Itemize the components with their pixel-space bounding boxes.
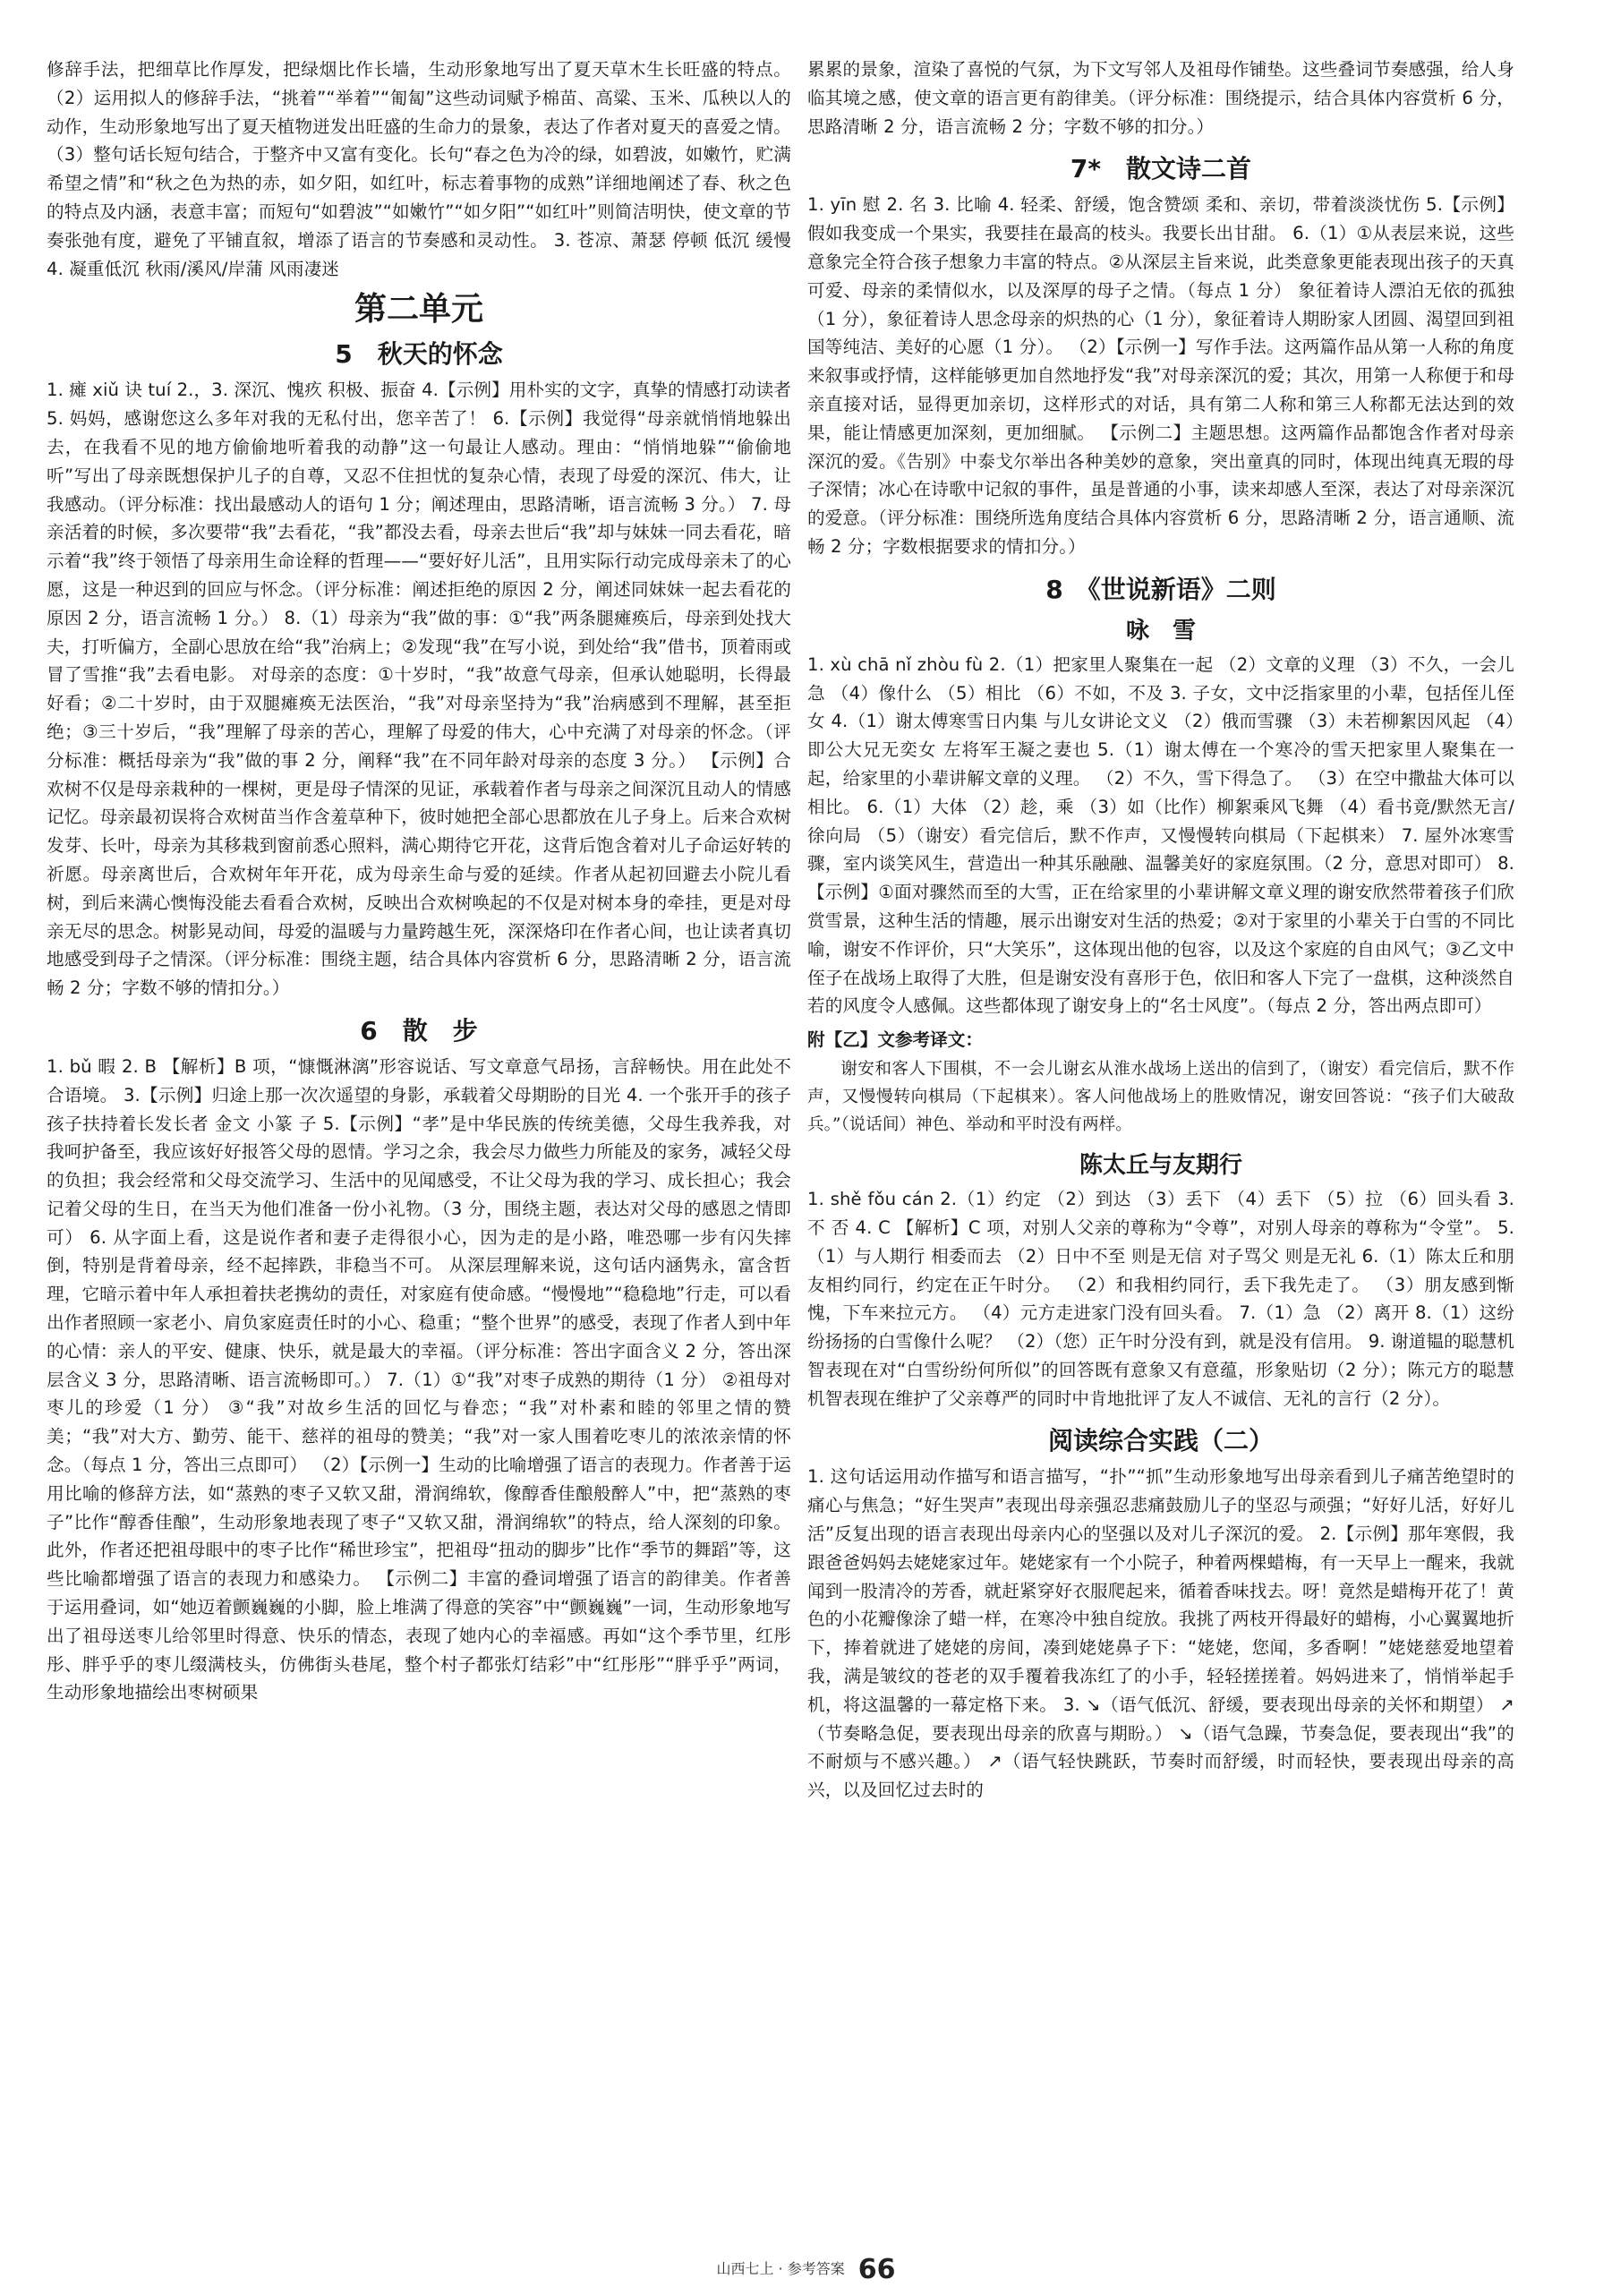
appendix-heading: 附【乙】文参考译文： bbox=[807, 1029, 983, 1051]
page-number: 66 bbox=[857, 2254, 896, 2285]
lesson4-answers-end: 修辞手法，把细草比作厚发，把绿烟比作长墙，生动形象地写出了夏天草木生长旺盛的特点。（2）运用拟人的修辞手法，“挑着”“举着”“匍匐”这些动词赋予棉苗、高粱、玉米、瓜秧以人的动作，生动形象地写出了夏天植物迸发出旺盛的生命力的景象，表达了作者对夏天的喜爱之情。（3）整句话长短句结合，于整齐中又富有变化。长句“春之色为冷的绿，如碧波，如嫩竹，贮满希望之情”和“秋之色为热的赤，如夕阳，如红叶，标志着事物的成熟”详细地阐述了春、秋之色的特点及内涵，表意丰富；而短句“如碧波”“如嫩竹”“如夕阳”“如红叶”则简洁明快，使文章的节奏张弛有度，避免了平铺直叙，增添了语言的节奏感和灵动性。 3. 苍凉、萧瑟 停顿 低沉 缓慢 4. 凝重低沉 秋雨/溪风/岸蒲 风雨凄迷 bbox=[47, 59, 791, 279]
lesson7-title: 7* 散文诗二首 bbox=[1070, 154, 1252, 184]
lesson5-title: 5 秋天的怀念 bbox=[335, 339, 503, 370]
left-column bbox=[47, 55, 791, 1707]
appendix-translation: 谢安和客人下围棋，不一会儿谢玄从淮水战场上送出的信到了，（谢安）看完信后，默不作声，又慢慢转向棋局（下起棋来）。客人问他战场上的胜败情况，谢安回答说：“孩子们大破敌兵。”（说话间）神色、举动和平时没有两样。 bbox=[807, 1060, 1514, 1135]
yongxue-subtitle: 咏 雪 bbox=[1125, 617, 1196, 644]
lesson7-answers: 1. yīn 慰 2. 名 3. 比喻 4. 轻柔、舒缓，饱含赞颂 柔和、亲切，带着淡淡忧伤 5.【示例】假如我变成一个果实，我要挂在最高的枝头。我要长出甘甜。 6.（1）①从表层来说，这些意象完全符合孩子想象力丰富的特点。②从深层主旨来说，此类意象更能表现出孩子的天真可爱、母亲的柔情似水，以及深厚的母子之情。（每点 1 分） 象征着诗人漂泊无依的孤独（1 分），象征着诗人思念母亲的炽热的心（1 分），象征着诗人期盼家人团圆、渴望回到祖国等纯洁、美好的心愿（1 分）。 （2）【示例一】写作手法。这两篇作品从第一人称的角度来叙事或抒情，这样能够更加自然地抒发“我”对母亲深沉的爱；其次，用第一人称便于和母亲直接对话，显得更加亲切，这样形式的对话，具有第二人称和第三人称都无法达到的效果，能让情感更加深刻，更加细腻。 【示例二】主题思想。这两篇作品都饱含作者对母亲深沉的爱。《告别》中泰戈尔举出各种美妙的意象，突出童真的同时，体现出纯真无瑕的母子深情；冰心在诗歌中记叙的事件，虽是普通的小事，读来却感人至深，表达了对母亲深沉的爱意。（评分标准：围绕所选角度结合具体内容赏析 6 分，思路清晰 2 分，语言通顺、流畅 2 分；字数根据要求的情扣分。） bbox=[807, 194, 1514, 557]
footer-label: 山西七上 · 参考答案 bbox=[716, 2260, 845, 2277]
lesson6-answers-end: 累累的景象，渲染了喜悦的气氛，为下文写邻人及祖母作铺垫。这些叠词节奏感强，给人身临其境之感，使文章的语言更有韵律美。（评分标准：围绕提示，结合具体内容赏析 6 分，思路清晰 2 分，语言流畅 2 分；字数不够的扣分。） bbox=[807, 59, 1514, 137]
right-column bbox=[807, 55, 1514, 1805]
reading-practice-answers: 1. 这句话运用动作描写和语言描写，“扑”“抓”生动形象地写出母亲看到儿子痛苦绝望时的痛心与焦急；“好生哭声”表现出母亲强忍悲痛鼓励儿子的坚忍与顽强；“好好儿活，好好儿活”反复出现的语言表现出母亲内心的坚强以及对儿子深沉的爱。 2.【示例】那年寒假，我跟爸爸妈妈去姥姥家过年。姥姥家有一个小院子，种着两棵蜡梅，有一天早上一醒来，我就闻到一股清冷的芳香，就赶紧穿好衣服爬起来，循着香味找去。呀！竟然是蜡梅开花了！黄色的小花瓣像涂了蜡一样，在寒冷中独自绽放。我挑了两枝开得最好的蜡梅，小心翼翼地折下，捧着就进了姥姥的房间，凑到姥姥鼻子下：“姥姥，您闻，多香啊！”姥姥慈爱地望着我，满是皱纹的苍老的双手覆着我冻红了的小手，轻轻搓搓着。妈妈进来了，悄悄举起手机，将这温馨的一幕定格下来。 3. ↘（语气低沉、舒缓，要表现出母亲的关怀和期望） ↗（节奏略急促，要表现出母亲的欣喜与期盼。） ↘（语气急躁，节奏急促，要表现出“我”的不耐烦与不感兴趣。） ↗（语气轻快跳跃，节奏时而舒缓，时而轻快，要表现出母亲的高兴，以及回忆过去时的 bbox=[807, 1466, 1514, 1801]
yongxue-answers: 1. xù chā nǐ zhòu fù 2.（1）把家里人聚集在一起 （2）文章的义理 （3）不久，一会儿 急 （4）像什么 （5）相比 （6）不如，不及 3. 子女，文中泛指家里的小辈，包括侄儿侄女 4.（1）谢太傅寒雪日内集 与儿女讲论文义 （2）俄而雪骤 （3）未若柳絮因风起 （4）即公大兄无奕女 左将军王凝之妻也 5.（1）谢太傅在一个寒冷的雪天把家里人聚集在一起，给家里的小辈讲解文章的义理。 （2）不久，雪下得急了。 （3）在空中撒盐大体可以相比。 6.（1）大体 （2）趁，乘 （3）如（比作）柳絮乘风飞舞 （4）看书竟/默然无言/徐向局 （5）（谢安）看完信后，默不作声，又慢慢转向棋局（下起棋来） 7. 屋外冰寒雪骤，室内谈笑风生，营造出一种其乐融融、温馨美好的家庭氛围。（2 分，意思对即可） 8.【示例】①面对骤然而至的大雪，正在给家里的小辈讲解文章义理的谢安欣然带着孩子们欣赏雪景，这种生活的情趣，展示出谢安对生活的热爱；②对于家里的小辈关于白雪的不同比喻，谢安不作评价，只“大笑乐”，这体现出他的包容，以及这个家庭的自由风气；③乙文中侄子在战场上取得了大胜，但是谢安没有喜形于色，依旧和客人下完了一盘棋，这种淡然自若的风度令人感佩。这些都体现了谢安身上的“名士风度”。（每点 2 分，答出两点即可） bbox=[807, 653, 1514, 1017]
lesson6-title: 6 散 步 bbox=[360, 1015, 478, 1046]
page-footer bbox=[0, 2254, 1612, 2285]
chentaiqiu-answers: 1. shě fǒu cán 2.（1）约定 （2）到达 （3）丢下 （4）丢下 （5）拉 （6）回头看 3. 不 否 4. C 【解析】C 项，对别人父亲的尊称为“令尊”，对别人母亲的尊称为“令堂”。 5.（1）与人期行 相委而去 （2）日中不至 则是无信 对子骂父 则是无礼 6.（1）陈太丘和朋友相约同行，约定在正午时分。 （2）和我相约同行，丢下我先走了。 （3）朋友感到惭愧，下车来拉元方。 （4）元方走进家门没有回头看。 7.（1）急 （2）离开 8.（1）这纷纷扬扬的白雪像什么呢？ （2）（您）正午时分没有到，就是没有信用。 9. 谢道韫的聪慧机智表现在对“白雪纷纷何所似”的回答既有意象又有意蕴，形象贴切（2 分）；陈元方的聪慧机智表现在维护了父亲尊严的同时中肯地批评了友人不诚信、无礼的言行（2 分）。 bbox=[807, 1189, 1514, 1409]
lesson6-answers: 1. bǔ 暇 2. B 【解析】B 项，“慷慨淋漓”形容说话、写文章意气昂扬，言辞畅快。用在此处不合语境。 3.【示例】归途上那一次次遥望的身影，承载着父母期盼的目光 4. 一个张开手的孩子 孩子扶持着长发长者 金文 小篆 子 5.【示例】“孝”是中华民族的传统美德，父母生我养我，对我呵护备至，我应该好好报答父母的恩情。学习之余，我会尽力做些力所能及的家务，减轻父母的负担；我会经常和父母交流学习、生活中的见闻感受，不让父母为我的学习、成长担心；我会记着父母的生日，在当天为他们准备一份小礼物。（3 分，围绕主题，表达对父母的感恩之情即可） 6. 从字面上看，这是说作者和妻子走得很小心，因为走的是小路，唯恐哪一步有闪失摔倒，特别是背着母亲，经不起摔跌，非稳当不可。 从深层理解来说，这句话内涵隽永，富含哲理，它暗示着中年人承担着扶老携幼的责任，对家庭有使命感。“慢慢地”“稳稳地”行走，可以看出作者照顾一家老小、肩负家庭责任时的小心、稳重；“整个世界”的感受，表现了作者人到中年的心情：亲人的平安、健康、快乐，就是最大的幸福。（评分标准：答出字面含义 2 分，答出深层含义 3 分，思路清晰、语言流畅即可。） 7.（1）①“我”对枣子成熟的期待（1 分） ②祖母对枣儿的珍爱（1 分） ③“我”对故乡生活的回忆与眷恋；“我”对朴素和睦的邻里之情的赞美；“我”对大方、勤劳、能干、慈祥的祖母的赞美；“我”对一家人围着吃枣儿的浓浓亲情的怀念。（每点 1 分，答出三点即可） （2）【示例一】生动的比喻增强了语言的表现力。作者善于运用比喻的修辞方法，如“蒸熟的枣子又软又甜，滑润绵软，像醇香佳酿般醉人”中，把“蒸熟的枣子”比作“醇香佳酿”，生动形象地表现了枣子“又软又甜，滑润绵软”的特点，给人深刻的印象。此外，作者还把祖母眼中的枣子比作“稀世珍宝”，把祖母“扭动的脚步”比作“季节的舞蹈”等，这些比喻都增强了语言的表现力和感染力。 【示例二】丰富的叠词增强了语言的韵律美。作者善于运用叠词，如“她迈着颤巍巍的小脚，脸上堆满了得意的笑容”中“颤巍巍”一词，生动形象地写出了祖母送枣儿给邻里时得意、快乐的情态，表现了她内心的幸福感。再如“这个季节里，红彤彤、胖乎乎的枣儿缀满枝头，仿佛街头巷尾，整个村子都张灯结彩”中“红彤彤”“胖乎乎”两词，生动形象地描绘出枣树硕果 bbox=[47, 1055, 791, 1703]
lesson5-answers: 1. 瘫 xiǔ 诀 tuí 2.，3. 深沉、愧疚 积极、振奋 4.【示例】用朴实的文字，真挚的情感打动读者 5. 妈妈，感谢您这么多年对我的无私付出，您辛苦了！ 6.【示例】我觉得“母亲就悄悄地躲出去，在我看不见的地方偷偷地听着我的动静”这一句最让人感动。理由：“悄悄地躲”“偷偷地听”写出了母亲既想保护儿子的自尊，又忍不住担忧的复杂心情，表现了母爱的深沉、伟大，让我感动。（评分标准：找出最感动人的语句 1 分；阐述理由，思路清晰，语言流畅 3 分。） 7. 母亲活着的时候，多次要带“我”去看花，“我”都没去看，母亲去世后“我”却与妹妹一同去看花，暗示着“我”终于领悟了母亲用生命诠释的哲理——“要好好儿活”，且用实际行动完成母亲未了的心愿，这是一种迟到的回应与怀念。（评分标准：阐述拒绝的原因 2 分，阐述同妹妹一起去看花的原因 2 分，语言流畅 1 分。） 8.（1）母亲为“我”做的事：①“我”两条腿瘫痪后，母亲到处找大夫，打听偏方，全副心思放在给“我”治病上；②发现“我”在写小说，到处给“我”借书，顶着雨或冒了雪推“我”去看电影。 对母亲的态度：①十岁时，“我”故意气母亲，但承认她聪明，长得最好看；②二十岁时，由于双腿瘫痪无法医治，“我”对母亲坚持为“我”治病感到不理解，甚至拒绝；③三十岁后，“我”理解了母亲的苦心，理解了母爱的伟大，心中充满了对母亲的怀念。（评分标准：概括母亲为“我”做的事 2 分，阐释“我”在不同年龄对母亲的态度 3 分。） 【示例】合欢树不仅是母亲栽种的一棵树，更是母子情深的见证，承载着作者与母亲之间深沉且动人的情感记忆。母亲最初误将合欢树苗当作含羞草种下，彼时她把全部心思都放在儿子身上。后来合欢树发芽、长叶，母亲为其移栽到窗前悉心照料，满心期待它开花，这背后饱含着对儿子命运好转的祈愿。母亲离世后，合欢树年年开花，成为母亲生命与爱的延续。作者从起初回避去小院儿看树，到后来满心懊悔没能去看看合欢树，反映出合欢树唤起的不仅是对树本身的牵挂，更是对母亲无尽的思念。树影晃动间，母爱的温暖与力量跨越生死，深深烙印在作者心间，也让读者真切地感受到母子之情深。（评分标准：围绕主题，结合具体内容赏析 6 分，思路清晰 2 分，语言流畅 2 分；字数不够的情扣分。） bbox=[47, 380, 791, 999]
lesson8-title: 8 《世说新语》二则 bbox=[1045, 574, 1276, 604]
reading-practice-title: 阅读综合实践（二） bbox=[1047, 1426, 1274, 1456]
unit-title: 第二单元 bbox=[354, 291, 483, 329]
chentaiqiu-subtitle: 陈太丘与友期行 bbox=[1079, 1152, 1242, 1180]
